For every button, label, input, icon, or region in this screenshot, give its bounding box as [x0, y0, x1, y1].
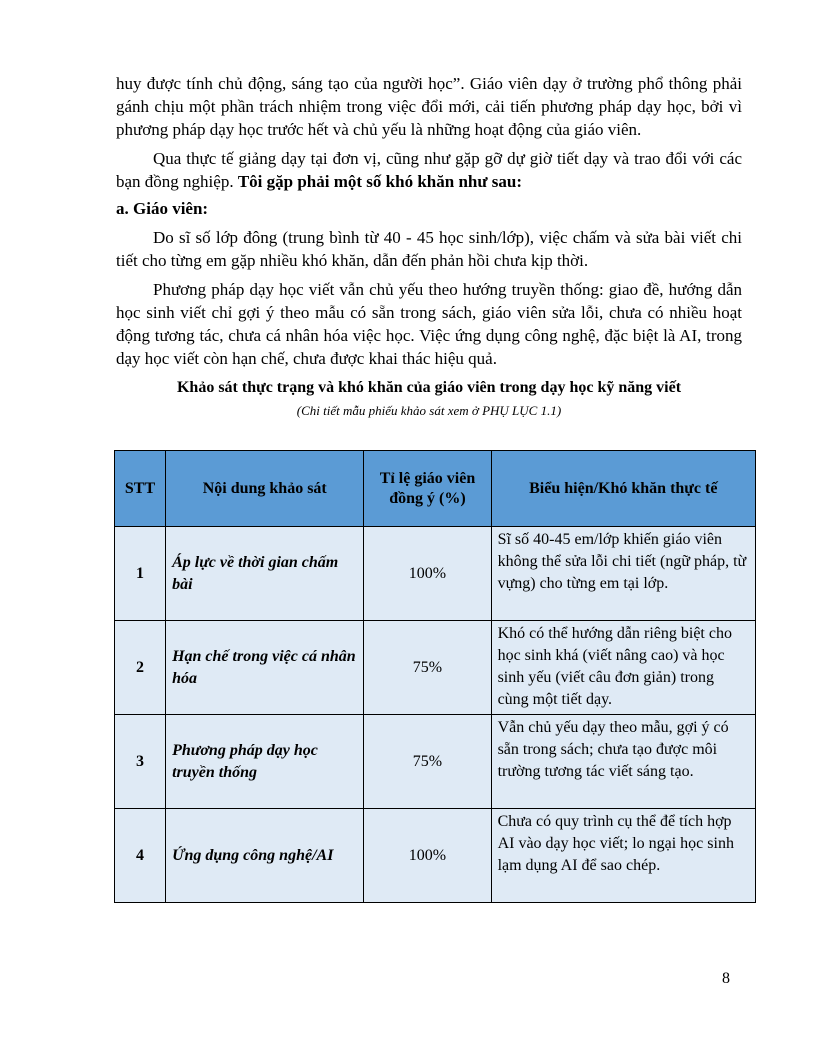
row-rate: 100%	[364, 527, 491, 621]
table-row	[115, 527, 756, 621]
header-content: Nội dung khảo sát	[166, 451, 364, 527]
row-stt: 1	[115, 527, 166, 621]
section-heading-teacher: a. Giáo viên:	[116, 199, 209, 218]
paragraph-intro: huy được tính chủ động, sáng tạo của người học”. Giáo viên dạy ở trường phổ thông phải gánh chịu một phần trách nhiệm trong việc đổi mới, cải tiến phương pháp dạy học, bởi vì phương pháp dạy học trước hết và chủ yếu là những hoạt động của giáo viên.	[116, 74, 742, 139]
row-description: Sĩ số 40-45 em/lớp khiến giáo viên không thể sửa lỗi chi tiết (ngữ pháp, từ vựng) cho từng em tại lớp.	[491, 527, 755, 621]
row-rate: 100%	[364, 809, 491, 903]
paragraph-experience-text: Qua thực tế giảng dạy tại đơn vị, cũng như gặp gỡ dự giờ tiết dạy và trao đổi với các bạn đồng nghiệp.	[116, 149, 742, 191]
row-rate: 75%	[364, 621, 491, 715]
row-stt: 3	[115, 715, 166, 809]
paragraph-methods: Phương pháp dạy học viết vẫn chủ yếu theo hướng truyền thống: giao đề, hướng dẫn học sinh viết chỉ gợi ý theo mẫu có sẵn trong sách, giáo viên sửa lỗi, chưa có nhiều hoạt động tương tác, chưa cá nhân hóa việc học. Việc ứng dụng công nghệ, đặc biệt là AI, trong dạy học viết còn hạn chế, chưa được khai thác hiệu quả.	[116, 280, 742, 368]
row-description: Chưa có quy trình cụ thể để tích hợp AI vào dạy học viết; lo ngại học sinh lạm dụng AI để sao chép.	[491, 809, 755, 903]
survey-table	[114, 450, 756, 903]
table-row	[115, 621, 756, 715]
row-content: Áp lực về thời gian chấm bài	[166, 527, 364, 621]
header-description: Biểu hiện/Khó khăn thực tế	[491, 451, 755, 527]
table-title: Khảo sát thực trạng và khó khăn của giáo viên trong dạy học kỹ năng viết	[176, 379, 682, 396]
row-content: Ứng dụng công nghệ/AI	[166, 809, 364, 903]
page-number: 8	[722, 970, 730, 987]
table-header-row	[115, 451, 756, 527]
row-description: Khó có thể hướng dẫn riêng biệt cho học sinh khá (viết nâng cao) và học sinh yếu (viết câu đơn giản) trong cùng một tiết dạy.	[491, 621, 755, 715]
row-stt: 4	[115, 809, 166, 903]
row-content: Hạn chế trong việc cá nhân hóa	[166, 621, 364, 715]
header-rate: Tỉ lệ giáo viên đồng ý (%)	[364, 451, 491, 527]
table-row	[115, 715, 756, 809]
row-stt: 2	[115, 621, 166, 715]
paragraph-experience-bold: Tôi gặp phải một số khó khăn như sau:	[237, 172, 523, 191]
page-body	[116, 72, 742, 428]
paragraph-experience	[116, 147, 742, 193]
paragraph-class-size: Do sĩ số lớp đông (trung bình từ 40 - 45 học sinh/lớp), việc chấm và sửa bài viết chi tiết cho từng em gặp nhiều khó khăn, dẫn đến phản hồi chưa kịp thời.	[116, 228, 742, 270]
row-rate: 75%	[364, 715, 491, 809]
table-row	[115, 809, 756, 903]
header-stt: STT	[115, 451, 166, 527]
row-description: Vẫn chủ yếu dạy theo mẫu, gợi ý có sẵn trong sách; chưa tạo được môi trường tương tác viết sáng tạo.	[491, 715, 755, 809]
table-subtitle: (Chi tiết mẫu phiếu khảo sát xem ở PHỤ LỤC 1.1)	[296, 403, 562, 418]
row-content: Phương pháp dạy học truyền thống	[166, 715, 364, 809]
